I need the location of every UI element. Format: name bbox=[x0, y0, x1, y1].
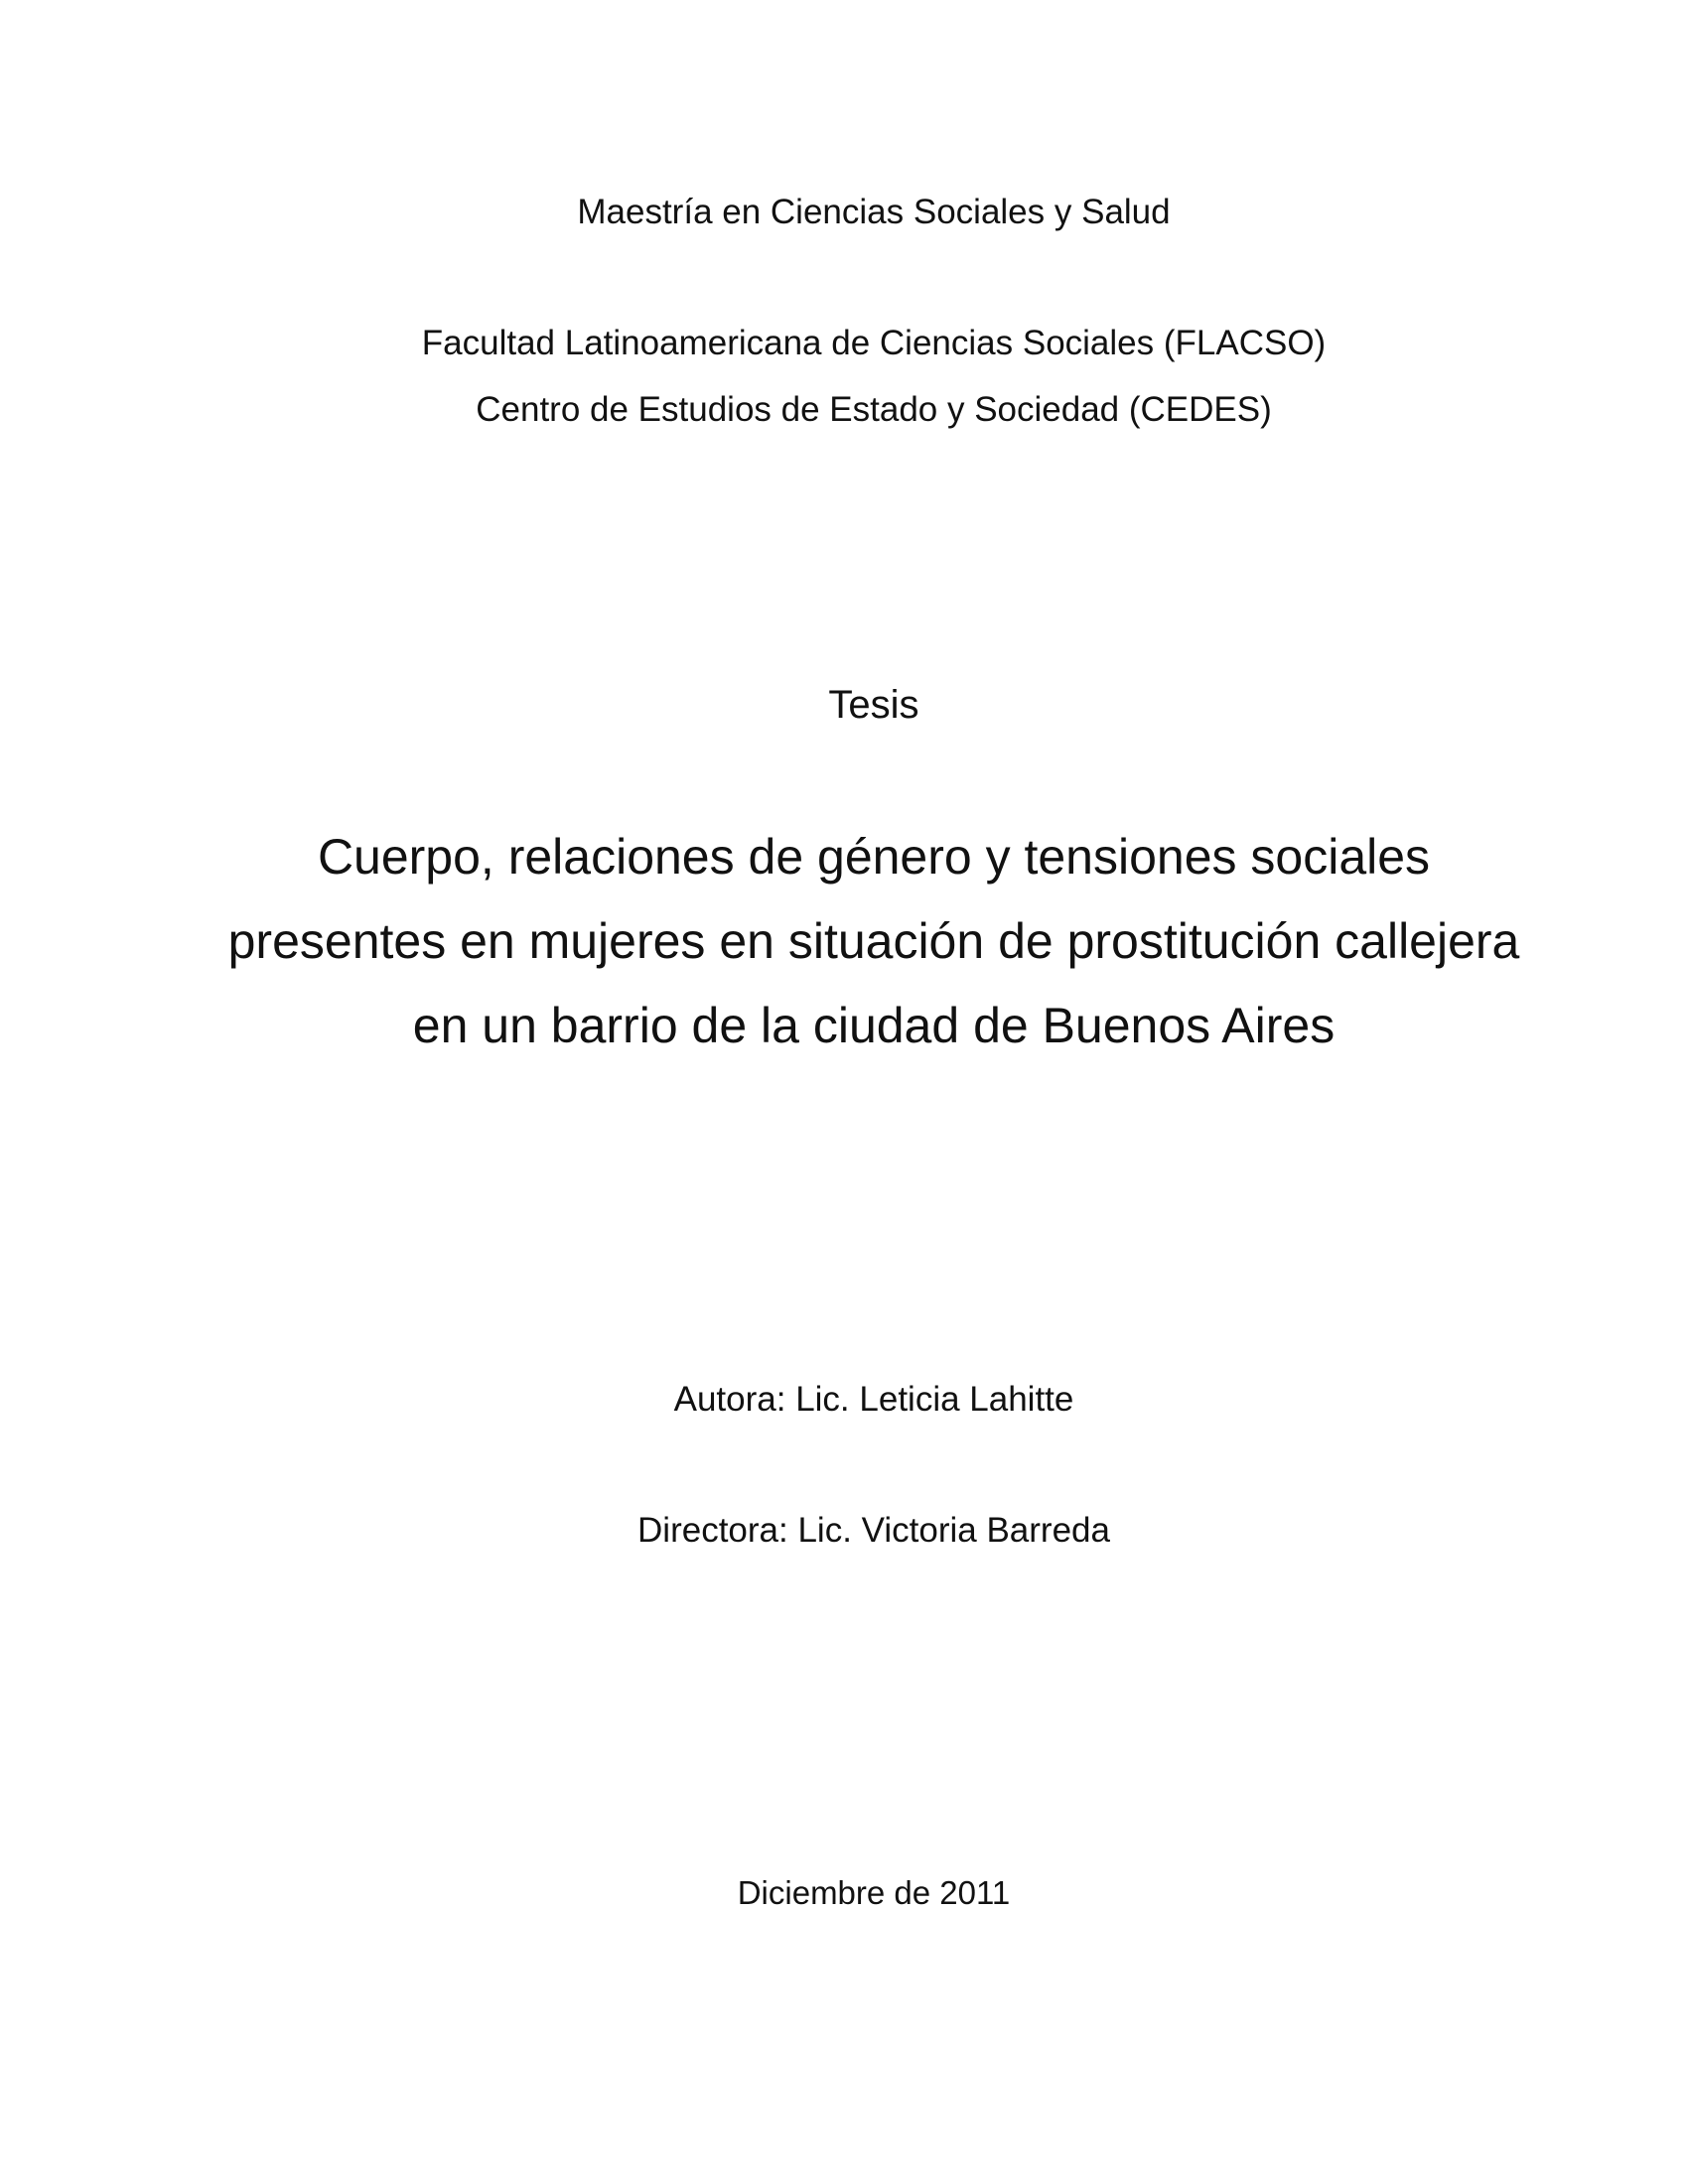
author: Autora: Lic. Leticia Lahitte bbox=[673, 1380, 1074, 1419]
institution-cedes: Centro de Estudios de Estado y Sociedad (CEDES) bbox=[476, 390, 1272, 429]
program-name: Maestría en Ciencias Sociales y Salud bbox=[577, 193, 1171, 231]
thesis-title-line-1: Cuerpo, relaciones de género y tensiones sociales bbox=[317, 829, 1431, 885]
document-type: Tesis bbox=[828, 683, 919, 727]
thesis-title-line-3: en un barrio de la ciudad de Buenos Aires bbox=[412, 998, 1336, 1053]
director: Directora: Lic. Victoria Barreda bbox=[637, 1511, 1110, 1550]
date: Diciembre de 2011 bbox=[737, 1874, 1011, 1911]
institution-flacso: Facultad Latinoamericana de Ciencias Sociales (FLACSO) bbox=[421, 324, 1327, 362]
thesis-title-line-2: presentes en mujeres en situación de prostitución callejera bbox=[227, 913, 1520, 969]
